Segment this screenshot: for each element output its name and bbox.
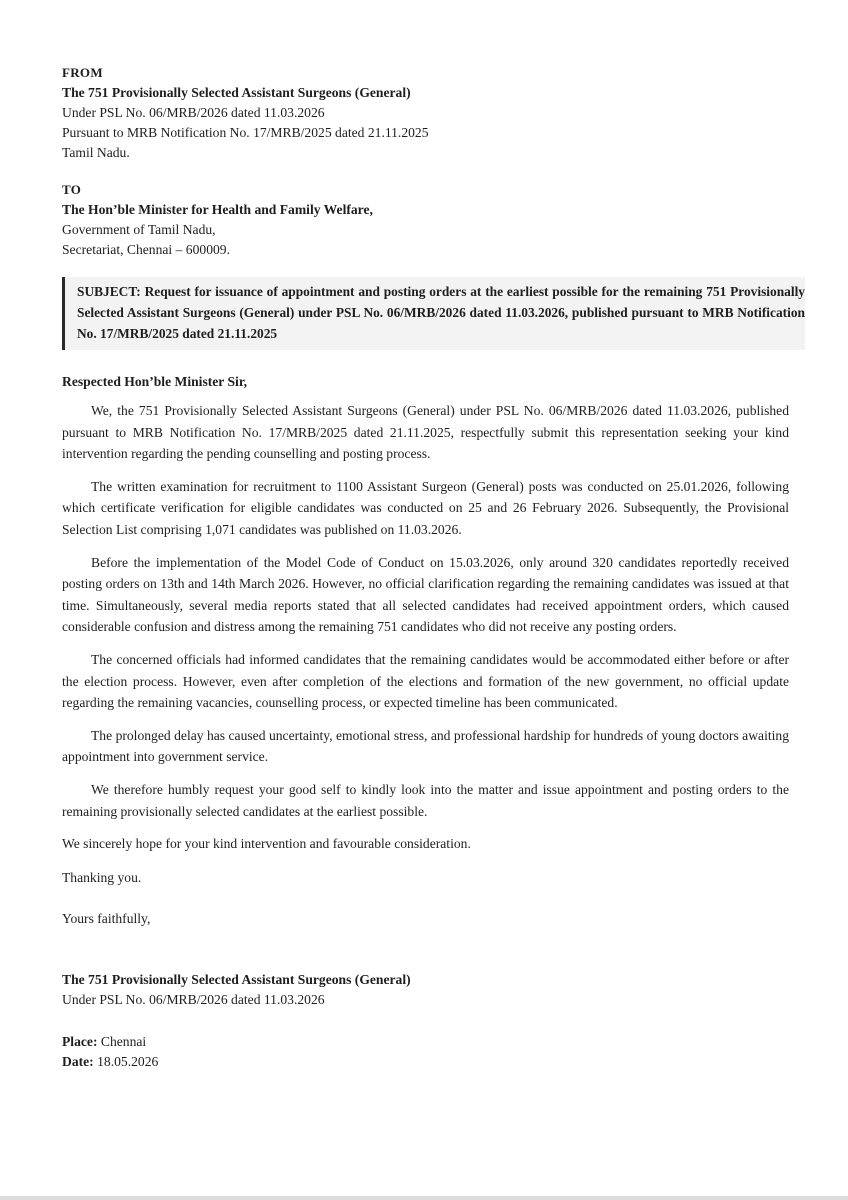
to-label: TO	[62, 182, 82, 197]
letter-body	[62, 63, 805, 1072]
body-paragraph-1: We, the 751 Provisionally Selected Assistant Surgeons (General) under PSL No. 06/MRB/2026 dated 11.03.2026, published pursuant to MRB Notification No. 17/MRB/2025 dated 21.11.2025, respectfully submit this representation seeking your kind intervention regarding the pending counselling and posting process.	[62, 403, 789, 462]
body-paragraph-3: Before the implementation of the Model Code of Conduct on 15.03.2026, only around 320 candidates reportedly received posting orders on 13th and 14th March 2026. However, no official clarification regarding the remaining candidates was issued at that time. Simultaneously, several media reports stated that all selected candidates had received appointment orders, which caused considerable confusion and distress among the remaining 751 candidates who did not receive any posting orders.	[62, 554, 789, 635]
from-name: The 751 Provisionally Selected Assistant Surgeons (General)	[62, 85, 411, 100]
body-paragraph-6: We therefore humbly request your good self to kindly look into the matter and issue appointment and posting orders to the remaining provisionally selected candidates at the earliest possible.	[62, 781, 789, 819]
to-line-1: Government of Tamil Nadu,	[62, 222, 216, 237]
place-value: Chennai	[100, 1033, 147, 1049]
yours-faithfully: Yours faithfully,	[62, 910, 151, 926]
body-paragraph-4: The concerned officials had informed candidates that the remaining candidates would be accommodated either before or after the election process. However, even after completion of the elections and formation of the new government, no official update regarding the remaining vacancies, counselling process, or expected timeline has been communicated.	[62, 651, 789, 711]
place-label: Place:	[62, 1033, 98, 1049]
date-value: 18.05.2026	[97, 1053, 159, 1069]
date-label: Date:	[62, 1053, 94, 1069]
subject-block	[62, 277, 805, 350]
from-line-3: Tamil Nadu.	[62, 145, 130, 160]
subject-text: Request for issuance of appointment and posting orders at the earliest possible for the remaining 751 Provisionally Selected Assistant Surgeons (General) under PSL No. 06/MRB/2026 dated 11.03.2026, published pursuant to MRB Notification No. 17/MRB/2025 dated 21.11.2025	[77, 284, 805, 341]
to-line-2: Secretariat, Chennai – 600009.	[62, 242, 230, 257]
thanking-line: Thanking you.	[62, 869, 142, 885]
subject-label: SUBJECT:	[77, 284, 141, 299]
signature-block	[62, 970, 789, 1010]
closing-line: We sincerely hope for your kind intervention and favourable consideration.	[62, 836, 471, 852]
from-label: FROM	[62, 65, 103, 80]
from-block	[62, 63, 789, 163]
date-line	[62, 1052, 789, 1072]
from-line-2: Pursuant to MRB Notification No. 17/MRB/2025 dated 21.11.2025	[62, 125, 429, 140]
body-paragraph-2: The written examination for recruitment to 1100 Assistant Surgeon (General) posts was conducted on 25.01.2026, following which certificate verification for eligible candidates was conducted on 25 and 26 February 2026. Subsequently, the Provisional Selection List comprising 1,071 candidates was published on 11.03.2026.	[62, 478, 789, 537]
place-date-block	[62, 1032, 789, 1072]
from-line-1: Under PSL No. 06/MRB/2026 dated 11.03.2026	[62, 105, 325, 120]
salutation: Respected Hon’ble Minister Sir,	[62, 374, 248, 389]
body-paragraph-5: The prolonged delay has caused uncertainty, emotional stress, and professional hardship for hundreds of young doctors awaiting appointment into government service.	[62, 727, 789, 765]
to-block	[62, 180, 789, 260]
signature-line-1: Under PSL No. 06/MRB/2026 dated 11.03.2026	[62, 991, 325, 1007]
page-bottom-edge	[0, 1196, 848, 1200]
place-line	[62, 1032, 789, 1052]
to-name: The Hon’ble Minister for Health and Family Welfare,	[62, 202, 373, 217]
signature-name: The 751 Provisionally Selected Assistant Surgeons (General)	[62, 971, 411, 987]
